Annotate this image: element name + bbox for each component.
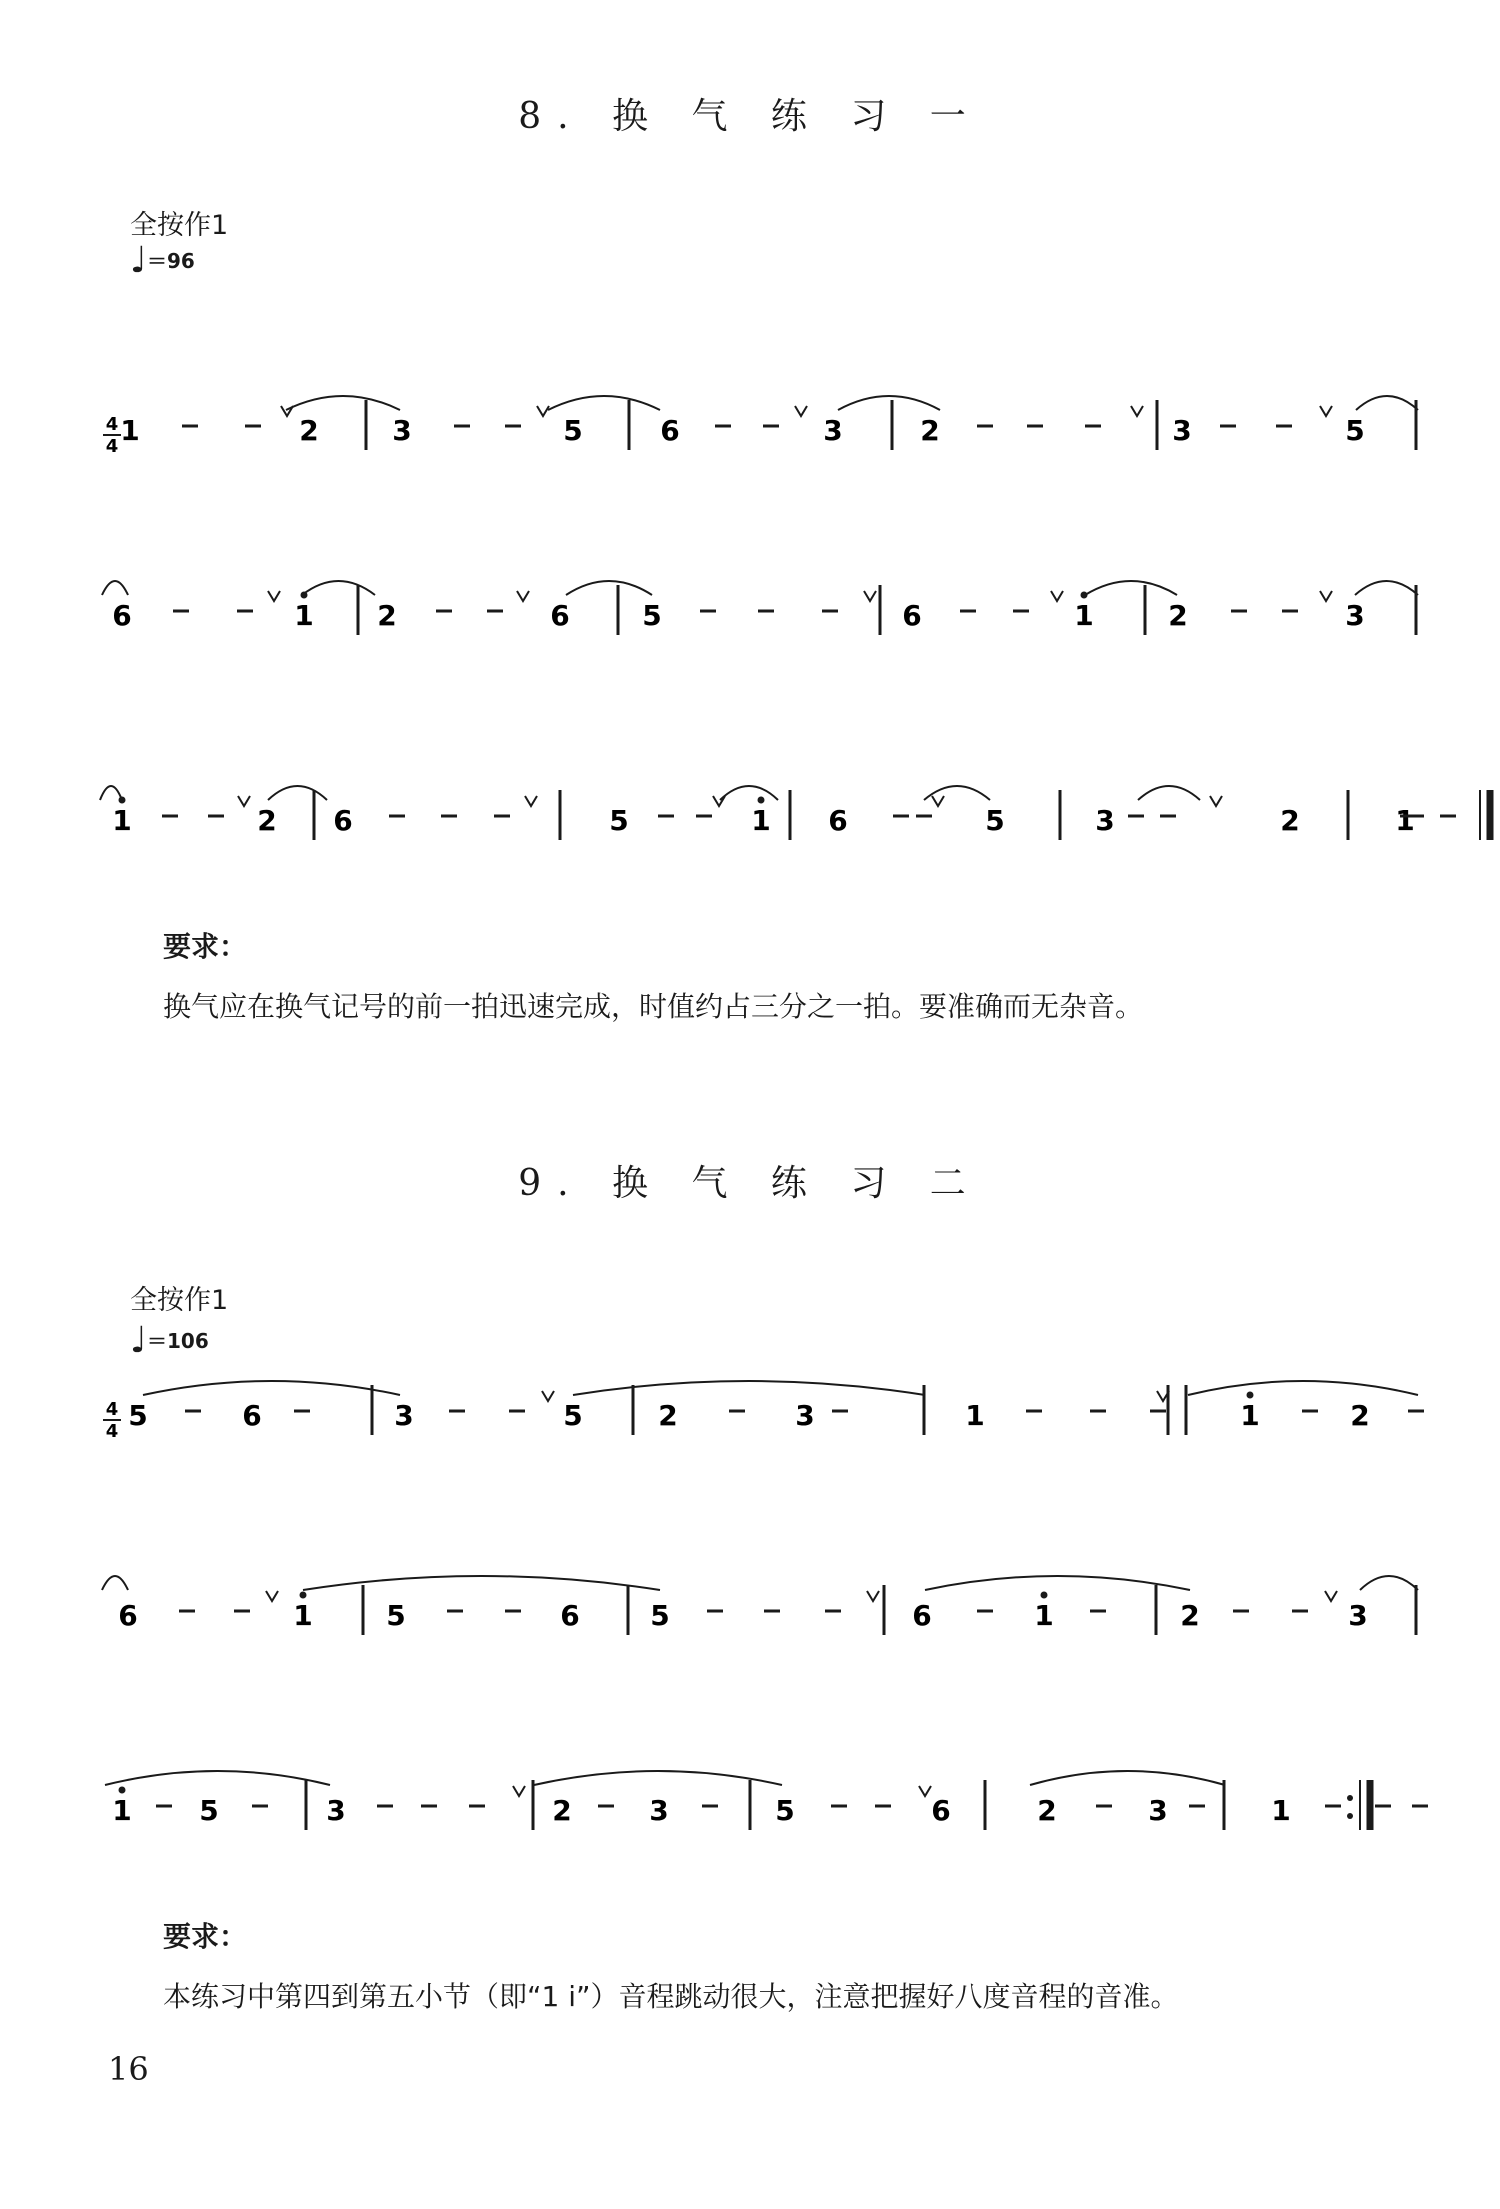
breath-mark-icon: [1325, 1591, 1337, 1601]
breath-mark-icon: [867, 1591, 879, 1601]
note-1: 1: [965, 1399, 985, 1432]
slur: [143, 1381, 400, 1395]
note-2: 2: [257, 804, 277, 837]
slur: [100, 786, 122, 800]
note-6: 6: [828, 804, 848, 837]
slur: [925, 1576, 1190, 1590]
note-3: 3: [1095, 804, 1115, 837]
note-2: 2: [1180, 1599, 1200, 1632]
note-6: 6: [931, 1794, 951, 1827]
slur: [286, 396, 400, 410]
note-6: 6: [112, 599, 132, 632]
note-5: 5: [563, 414, 583, 447]
time-sig-top: 4: [105, 414, 119, 435]
slur: [1360, 1576, 1418, 1590]
note-2: 2: [1168, 599, 1188, 632]
breath-mark-icon: [864, 591, 876, 601]
breath-mark-icon: [1210, 796, 1222, 806]
note-5: 5: [1345, 414, 1365, 447]
breath-mark-icon: [1320, 406, 1332, 416]
note-6: 6: [912, 1599, 932, 1632]
slur: [1138, 786, 1200, 800]
breath-mark-icon: [932, 796, 944, 806]
exercise-9-requirement-text: 本练习中第四到第五小节（即“1 i”）音程跳动很大，注意把握好八度音程的音准。: [163, 1980, 1179, 2013]
slur: [268, 786, 327, 800]
note-3: 3: [1148, 1794, 1168, 1827]
breath-mark-icon: [795, 406, 807, 416]
note-3: 3: [1172, 414, 1192, 447]
note-5: 5: [128, 1399, 148, 1432]
exercise-9-title: 9. 换 气 练 习 二: [518, 1163, 982, 1204]
exercise-9-tempo-value: ＝106: [146, 1329, 209, 1353]
repeat-dot: [1347, 1813, 1353, 1819]
slur: [302, 581, 375, 595]
time-sig-bottom: 4: [105, 436, 119, 457]
breath-mark-icon: [537, 406, 549, 416]
note-1: 1: [294, 599, 314, 632]
exercise-8-fingering: 全按作1: [130, 210, 229, 241]
breath-mark-icon: [1131, 406, 1143, 416]
octave-dot: [300, 1592, 307, 1599]
note-1: 1: [1240, 1399, 1260, 1432]
octave-dot: [1041, 1592, 1048, 1599]
slur: [105, 1771, 330, 1785]
note-6: 6: [660, 414, 680, 447]
breath-mark-icon: [525, 796, 537, 806]
breath-mark-icon: [268, 591, 280, 601]
note-1: 1: [293, 1599, 313, 1632]
breath-mark-icon: [238, 796, 250, 806]
note-6: 6: [242, 1399, 262, 1432]
note-1: 1: [120, 414, 140, 447]
slur: [573, 1381, 925, 1395]
slur: [548, 396, 660, 410]
note-5: 5: [563, 1399, 583, 1432]
note-1: 1: [751, 804, 771, 837]
note-5: 5: [386, 1599, 406, 1632]
breath-mark-icon: [513, 1786, 525, 1796]
slur: [566, 581, 652, 595]
breath-mark-icon: [1320, 591, 1332, 601]
exercise-9-fingering: 全按作1: [130, 1285, 229, 1316]
slur: [534, 1771, 782, 1785]
exercise-8-requirement-label: 要求：: [163, 930, 248, 963]
note-2: 2: [658, 1399, 678, 1432]
repeat-dot: [1347, 1795, 1353, 1801]
note-5: 5: [985, 804, 1005, 837]
slur: [1030, 1771, 1225, 1785]
note-2: 2: [377, 599, 397, 632]
slur: [720, 786, 778, 800]
octave-dot: [1247, 1392, 1254, 1399]
note-6: 6: [118, 1599, 138, 1632]
slur: [838, 396, 940, 410]
time-sig-top: 4: [105, 1399, 119, 1420]
exercise-8-requirement-text: 换气应在换气记号的前一拍迅速完成，时值约占三分之一拍。要准确而无杂音。: [163, 990, 1144, 1023]
note-2: 2: [1350, 1399, 1370, 1432]
note-6: 6: [902, 599, 922, 632]
note-6: 6: [333, 804, 353, 837]
note-5: 5: [199, 1794, 219, 1827]
exercise-9-requirement-label: 要求：: [163, 1920, 248, 1953]
note-5: 5: [609, 804, 629, 837]
page-number: 16: [108, 2050, 149, 2088]
note-1: 1: [1271, 1794, 1291, 1827]
time-sig-bottom: 4: [105, 1421, 119, 1442]
note-3: 3: [392, 414, 412, 447]
note-1: 1: [1034, 1599, 1054, 1632]
note-6: 6: [560, 1599, 580, 1632]
note-5: 5: [642, 599, 662, 632]
octave-dot: [758, 797, 765, 804]
note-1: 1: [1395, 804, 1415, 837]
octave-dot: [119, 1787, 126, 1794]
slur: [1085, 581, 1177, 595]
note-1: 1: [112, 1794, 132, 1827]
breath-mark-icon: [542, 1391, 554, 1401]
exercise-8-tempo-value: ＝96: [146, 249, 195, 273]
note-3: 3: [823, 414, 843, 447]
slur: [303, 1576, 660, 1590]
note-5: 5: [775, 1794, 795, 1827]
note-3: 3: [795, 1399, 815, 1432]
note-1: 1: [112, 804, 132, 837]
slur: [1356, 396, 1418, 410]
quarter-note-icon: ♩: [130, 1320, 147, 1361]
note-2: 2: [1037, 1794, 1057, 1827]
breath-mark-icon: [919, 1786, 931, 1796]
note-1: 1: [1074, 599, 1094, 632]
slur: [1355, 581, 1418, 595]
note-2: 2: [552, 1794, 572, 1827]
breath-mark-icon: [517, 591, 529, 601]
slur: [102, 1576, 128, 1590]
note-3: 3: [326, 1794, 346, 1827]
note-3: 3: [1348, 1599, 1368, 1632]
note-2: 2: [299, 414, 319, 447]
breath-mark-icon: [1051, 591, 1063, 601]
slur: [102, 581, 128, 595]
breath-mark-icon: [266, 1591, 278, 1601]
note-5: 5: [650, 1599, 670, 1632]
note-2: 2: [920, 414, 940, 447]
slur: [1188, 1381, 1418, 1395]
note-3: 3: [649, 1794, 669, 1827]
note-2: 2: [1280, 804, 1300, 837]
note-6: 6: [550, 599, 570, 632]
exercise-8-title: 8. 换 气 练 习 一: [518, 96, 982, 137]
note-3: 3: [1345, 599, 1365, 632]
quarter-note-icon: ♩: [130, 240, 147, 281]
note-3: 3: [394, 1399, 414, 1432]
